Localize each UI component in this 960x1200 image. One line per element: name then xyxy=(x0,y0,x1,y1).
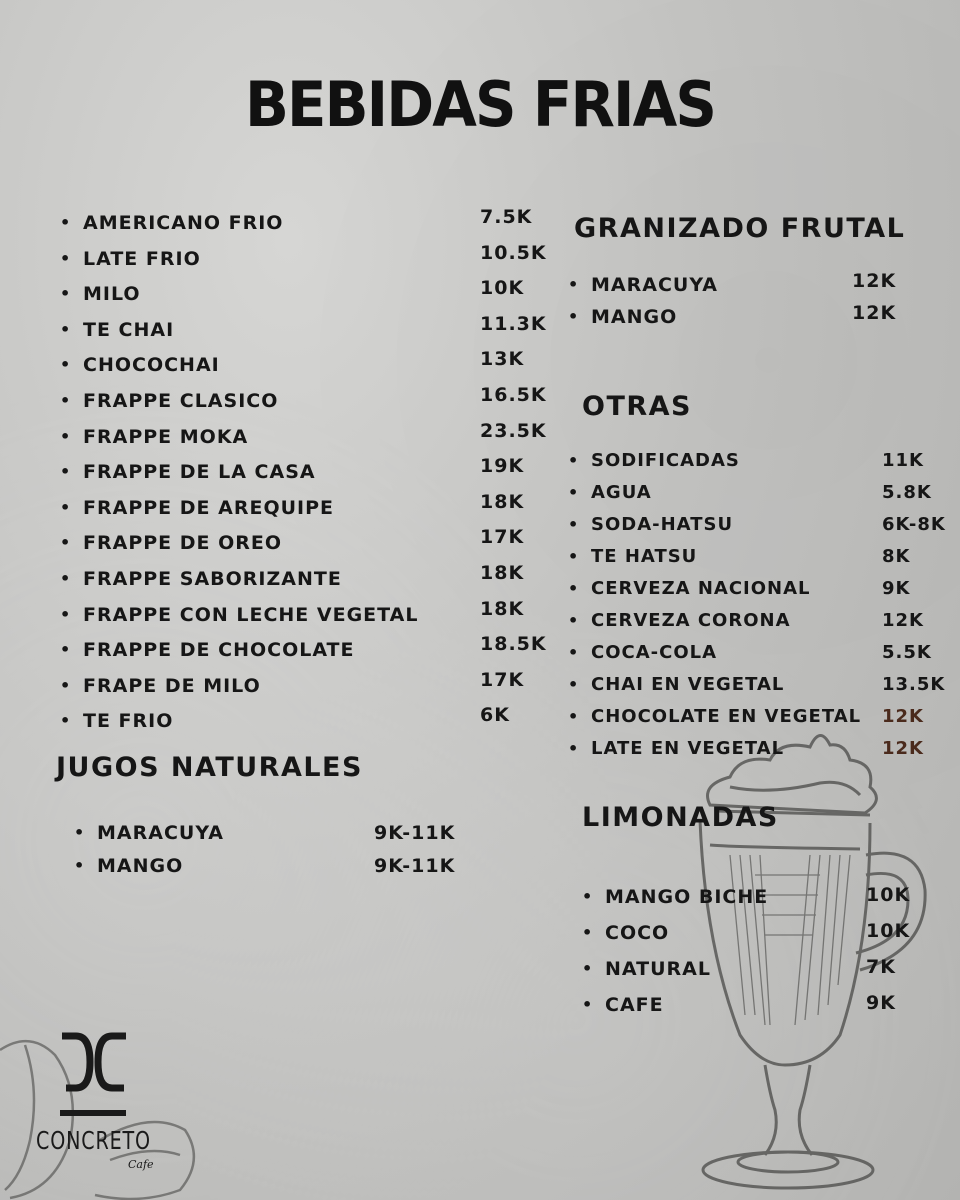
menu-item-name: MANGO xyxy=(97,855,184,877)
bullet-icon: • xyxy=(60,355,72,375)
menu-item-name: FRAPE DE MILO xyxy=(83,674,261,697)
menu-item-name: MARACUYA xyxy=(97,822,224,844)
menu-title: BEBIDAS FRIAS xyxy=(244,68,716,141)
bullet-icon: • xyxy=(568,611,580,630)
bullet-icon: • xyxy=(568,483,580,502)
menu-item-name: CERVEZA NACIONAL xyxy=(591,578,811,599)
bullet-icon: • xyxy=(60,390,72,410)
bullet-icon: • xyxy=(60,640,72,660)
menu-item-name: FRAPPE MOKA xyxy=(83,425,249,448)
menu-item-name: MANGO xyxy=(591,306,678,328)
menu-item-price: 8K xyxy=(882,546,911,567)
menu-item-name: CAFE xyxy=(605,994,664,1016)
menu-item-price: 5.8K xyxy=(882,482,932,503)
menu-item-price: 18.5K xyxy=(480,633,547,656)
menu-item-name: LATE FRIO xyxy=(83,247,201,270)
menu-item-price: 9K-11K xyxy=(374,822,456,844)
bullet-icon: • xyxy=(582,887,594,906)
menu-item-name: AMERICANO FRIO xyxy=(83,212,284,234)
menu-item-name: TE CHAI xyxy=(83,318,175,341)
bullet-icon: • xyxy=(568,675,580,694)
bullet-icon: • xyxy=(568,739,580,758)
menu-item-price: 18K xyxy=(480,561,525,584)
bullet-icon: • xyxy=(60,462,72,482)
bullet-icon: • xyxy=(60,248,72,268)
bullet-icon: • xyxy=(60,711,72,731)
logo-subtitle: Cafe xyxy=(128,1158,154,1171)
bullet-icon: • xyxy=(60,426,72,446)
menu-item-price: 7K xyxy=(866,956,896,978)
logo-wordmark: CONCRETO xyxy=(36,1126,151,1155)
menu-item-name: FRAPPE DE LA CASA xyxy=(83,461,316,484)
bullet-icon: • xyxy=(568,275,580,294)
menu-item-price: 12K xyxy=(882,706,924,727)
bullet-icon: • xyxy=(568,307,580,326)
bullet-icon: • xyxy=(60,568,72,588)
bullet-icon: • xyxy=(60,319,72,339)
menu-item-price: 13K xyxy=(480,348,525,371)
menu-item-price: 17K xyxy=(480,526,525,549)
menu-item-name: TE HATSU xyxy=(591,546,698,567)
menu-item-price: 6K-8K xyxy=(882,514,946,535)
menu-item-name: MILO xyxy=(83,283,141,306)
menu-item-name: SODA-HATSU xyxy=(591,514,734,535)
menu-item-price: 23.5K xyxy=(480,419,547,442)
bullet-icon: • xyxy=(60,533,72,553)
menu-item-name: FRAPPE SABORIZANTE xyxy=(83,567,342,590)
jugos-heading: JUGOS NATURALES xyxy=(56,752,363,783)
menu-item-price: 7.5K xyxy=(480,206,533,228)
menu-item-name: FRAPPE DE OREO xyxy=(83,532,283,555)
bullet-icon: • xyxy=(74,823,86,842)
menu-item-name: FRAPPE DE AREQUIPE xyxy=(83,496,334,519)
menu-item-price: 12K xyxy=(882,738,924,759)
bullet-icon: • xyxy=(60,604,72,624)
menu-item-price: 12K xyxy=(882,610,924,631)
menu-item-name: MARACUYA xyxy=(591,274,718,296)
menu-item-name: LATE EN VEGETAL xyxy=(591,738,785,759)
otras-heading: OTRAS xyxy=(582,391,693,422)
menu-item-name: MANGO BICHE xyxy=(605,886,769,908)
menu-item-price: 11K xyxy=(882,450,924,471)
bullet-icon: • xyxy=(60,497,72,517)
menu-item-name: AGUA xyxy=(591,482,652,503)
menu-item-price: 9K xyxy=(882,578,911,599)
bullet-icon: • xyxy=(568,547,580,566)
bullet-icon: • xyxy=(568,451,580,470)
bullet-icon: • xyxy=(60,213,72,232)
menu-item-name: FRAPPE CON LECHE VEGETAL xyxy=(83,603,419,626)
bullet-icon: • xyxy=(74,856,86,875)
menu-item-price: 9K-11K xyxy=(374,855,456,877)
menu-item-price: 11.3K xyxy=(480,312,547,335)
menu-item-price: 19K xyxy=(480,455,525,478)
bullet-icon: • xyxy=(582,995,594,1014)
menu-item-price: 18K xyxy=(480,490,525,513)
bullet-icon: • xyxy=(568,643,580,662)
menu-item-name: FRAPPE CLASICO xyxy=(83,389,279,412)
bullet-icon: • xyxy=(582,923,594,942)
menu-item-name: FRAPPE DE CHOCOLATE xyxy=(83,639,355,662)
menu-item-name: SODIFICADAS xyxy=(591,450,740,471)
menu-item-name: CHOCOLATE EN VEGETAL xyxy=(591,706,862,727)
menu-item-price: 12K xyxy=(852,270,897,292)
menu-item-name: CERVEZA CORONA xyxy=(591,610,791,631)
bullet-icon: • xyxy=(568,515,580,534)
limonadas-heading: LIMONADAS xyxy=(582,802,779,833)
concreto-logo xyxy=(36,1030,166,1180)
menu-item-price: 16.5K xyxy=(480,383,547,406)
menu-item-name: COCO xyxy=(605,922,670,944)
menu-item-name: TE FRIO xyxy=(83,710,174,733)
menu-item-name: CHOCOCHAI xyxy=(83,354,220,377)
menu-item-price: 6K xyxy=(480,704,510,727)
menu-item-price: 9K xyxy=(866,992,896,1014)
menu-item-name: CHAI EN VEGETAL xyxy=(591,674,785,695)
logo-divider xyxy=(60,1110,126,1116)
bullet-icon: • xyxy=(568,707,580,726)
menu-item-price: 13.5K xyxy=(882,674,946,695)
menu-item-price: 10.5K xyxy=(480,241,547,264)
cc-logo-icon xyxy=(58,1030,130,1094)
menu-item-name: COCA-COLA xyxy=(591,642,718,663)
menu-item-name: NATURAL xyxy=(605,958,711,980)
menu-item-price: 10K xyxy=(866,920,911,942)
menu-item-price: 5.5K xyxy=(882,642,932,663)
bullet-icon: • xyxy=(582,959,594,978)
menu-item-price: 18K xyxy=(480,597,525,620)
bullet-icon: • xyxy=(568,579,580,598)
menu-item-price: 10K xyxy=(480,277,525,300)
menu-item-price: 12K xyxy=(852,302,897,324)
menu-item-price: 17K xyxy=(480,668,525,691)
menu-item-price: 10K xyxy=(866,884,911,906)
bullet-icon: • xyxy=(60,675,72,695)
granizado-heading: GRANIZADO FRUTAL xyxy=(574,213,906,244)
bullet-icon: • xyxy=(60,284,72,304)
